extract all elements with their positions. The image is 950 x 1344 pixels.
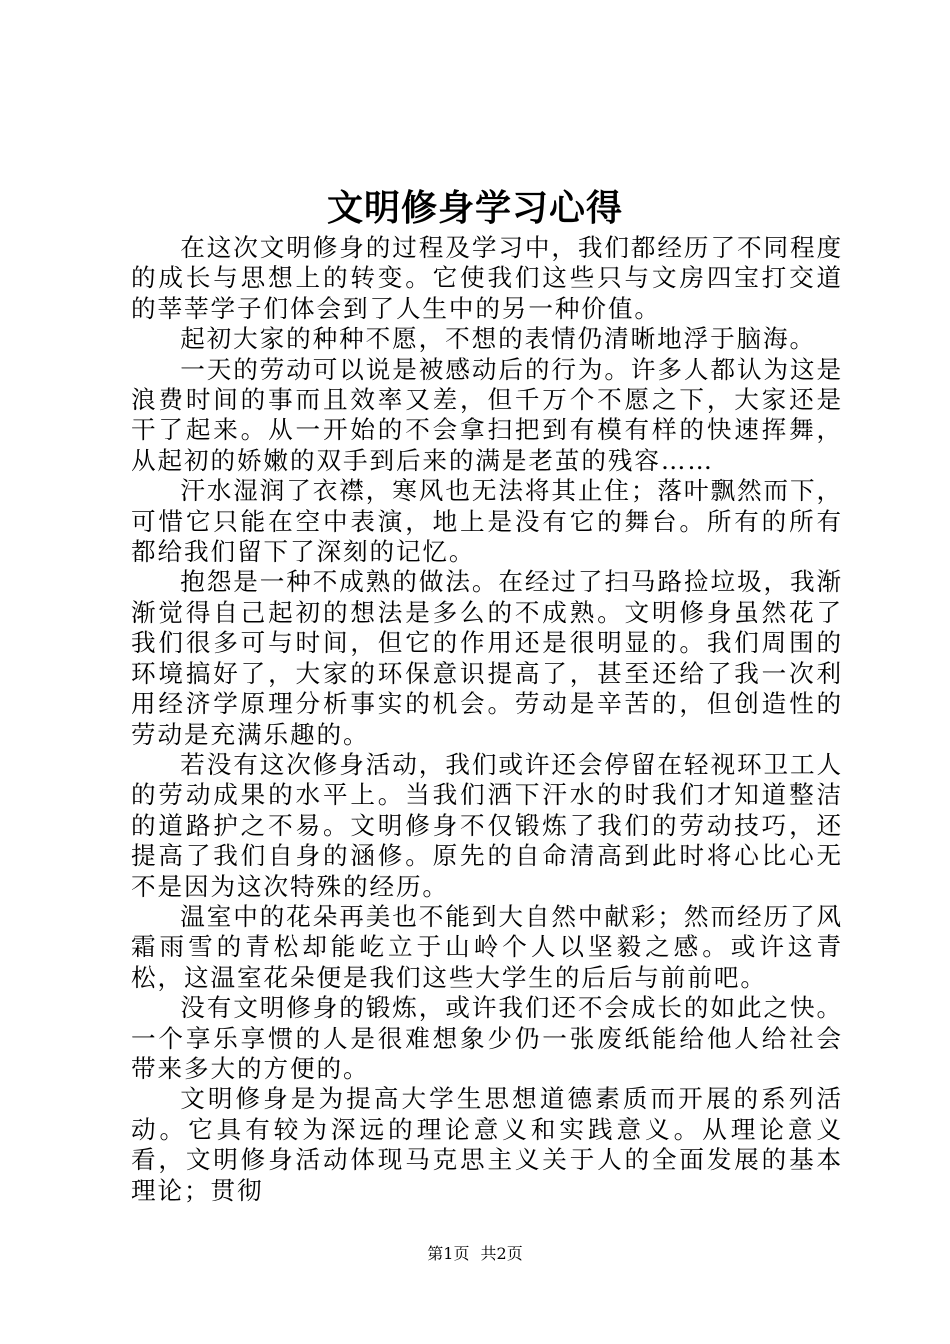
page-number: 第1页	[427, 1244, 470, 1263]
paragraph-9: 文明修身是为提高大学生思想道德素质而开展的系列活动。它具有较为深远的理论意义和实践意义。从理论意义看，文明修身活动体现马克思主义关于人的全面发展的基本理论；贯彻	[131, 1084, 843, 1205]
document-title: 文明修身学习心得	[326, 187, 623, 229]
paragraph-1: 在这次文明修身的过程及学习中，我们都经历了不同程度的成长与思想上的转变。它使我们这些只与文房四宝打交道的莘莘学子们体会到了人生中的另一种价值。	[131, 233, 843, 323]
paragraph-2: 起初大家的种种不愿，不想的表情仍清晰地浮于脑海。	[180, 324, 817, 354]
paragraph-6: 若没有这次修身活动，我们或许还会停留在轻视环卫工人的劳动成果的水平上。当我们洒下汗水的时我们才知道整洁的道路护之不易。文明修身不仅锻炼了我们的劳动技巧，还提高了我们自身的涵修。原先的自命清高到此时将心比心无不是因为这次特殊的经历。	[131, 749, 843, 901]
paragraph-7: 温室中的花朵再美也不能到大自然中献彩；然而经历了风霜雨雪的青松却能屹立于山岭个人以坚毅之感。或许这青松，这温室花朵便是我们这些大学生的后后与前前吧。	[131, 901, 843, 992]
paragraph-3: 一天的劳动可以说是被感动后的行为。许多人都认为这是浪费时间的事而且效率又差，但千万个不愿之下，大家还是干了起来。从一开始的不会拿扫把到有模有样的快速挥舞，从起初的娇嫩的双手到后来的满是老茧的残容……	[131, 354, 843, 475]
paragraph-5: 抱怨是一种不成熟的做法。在经过了扫马路捡垃圾，我渐渐觉得自己起初的想法是多么的不成熟。文明修身虽然花了我们很多可与时间，但它的作用还是很明显的。我们周围的环境搞好了，大家的环保意识提高了，甚至还给了我一次利用经济学原理分析事实的机会。劳动是辛苦的，但创造性的劳动是充满乐趣的。	[131, 567, 843, 749]
page-footer	[0, 1243, 950, 1265]
paragraph-4: 汗水湿润了衣襟，寒风也无法将其止住；落叶飘然而下，可惜它只能在空中表演，地上是没有它的舞台。所有的所有都给我们留下了深刻的记忆。	[131, 476, 843, 567]
page-total: 共2页	[480, 1244, 523, 1263]
paragraph-8: 没有文明修身的锻炼，或许我们还不会成长的如此之快。一个享乐享惯的人是很难想象少仍一张废纸能给他人给社会带来多大的方便的。	[131, 993, 843, 1083]
document-body	[131, 233, 843, 1206]
